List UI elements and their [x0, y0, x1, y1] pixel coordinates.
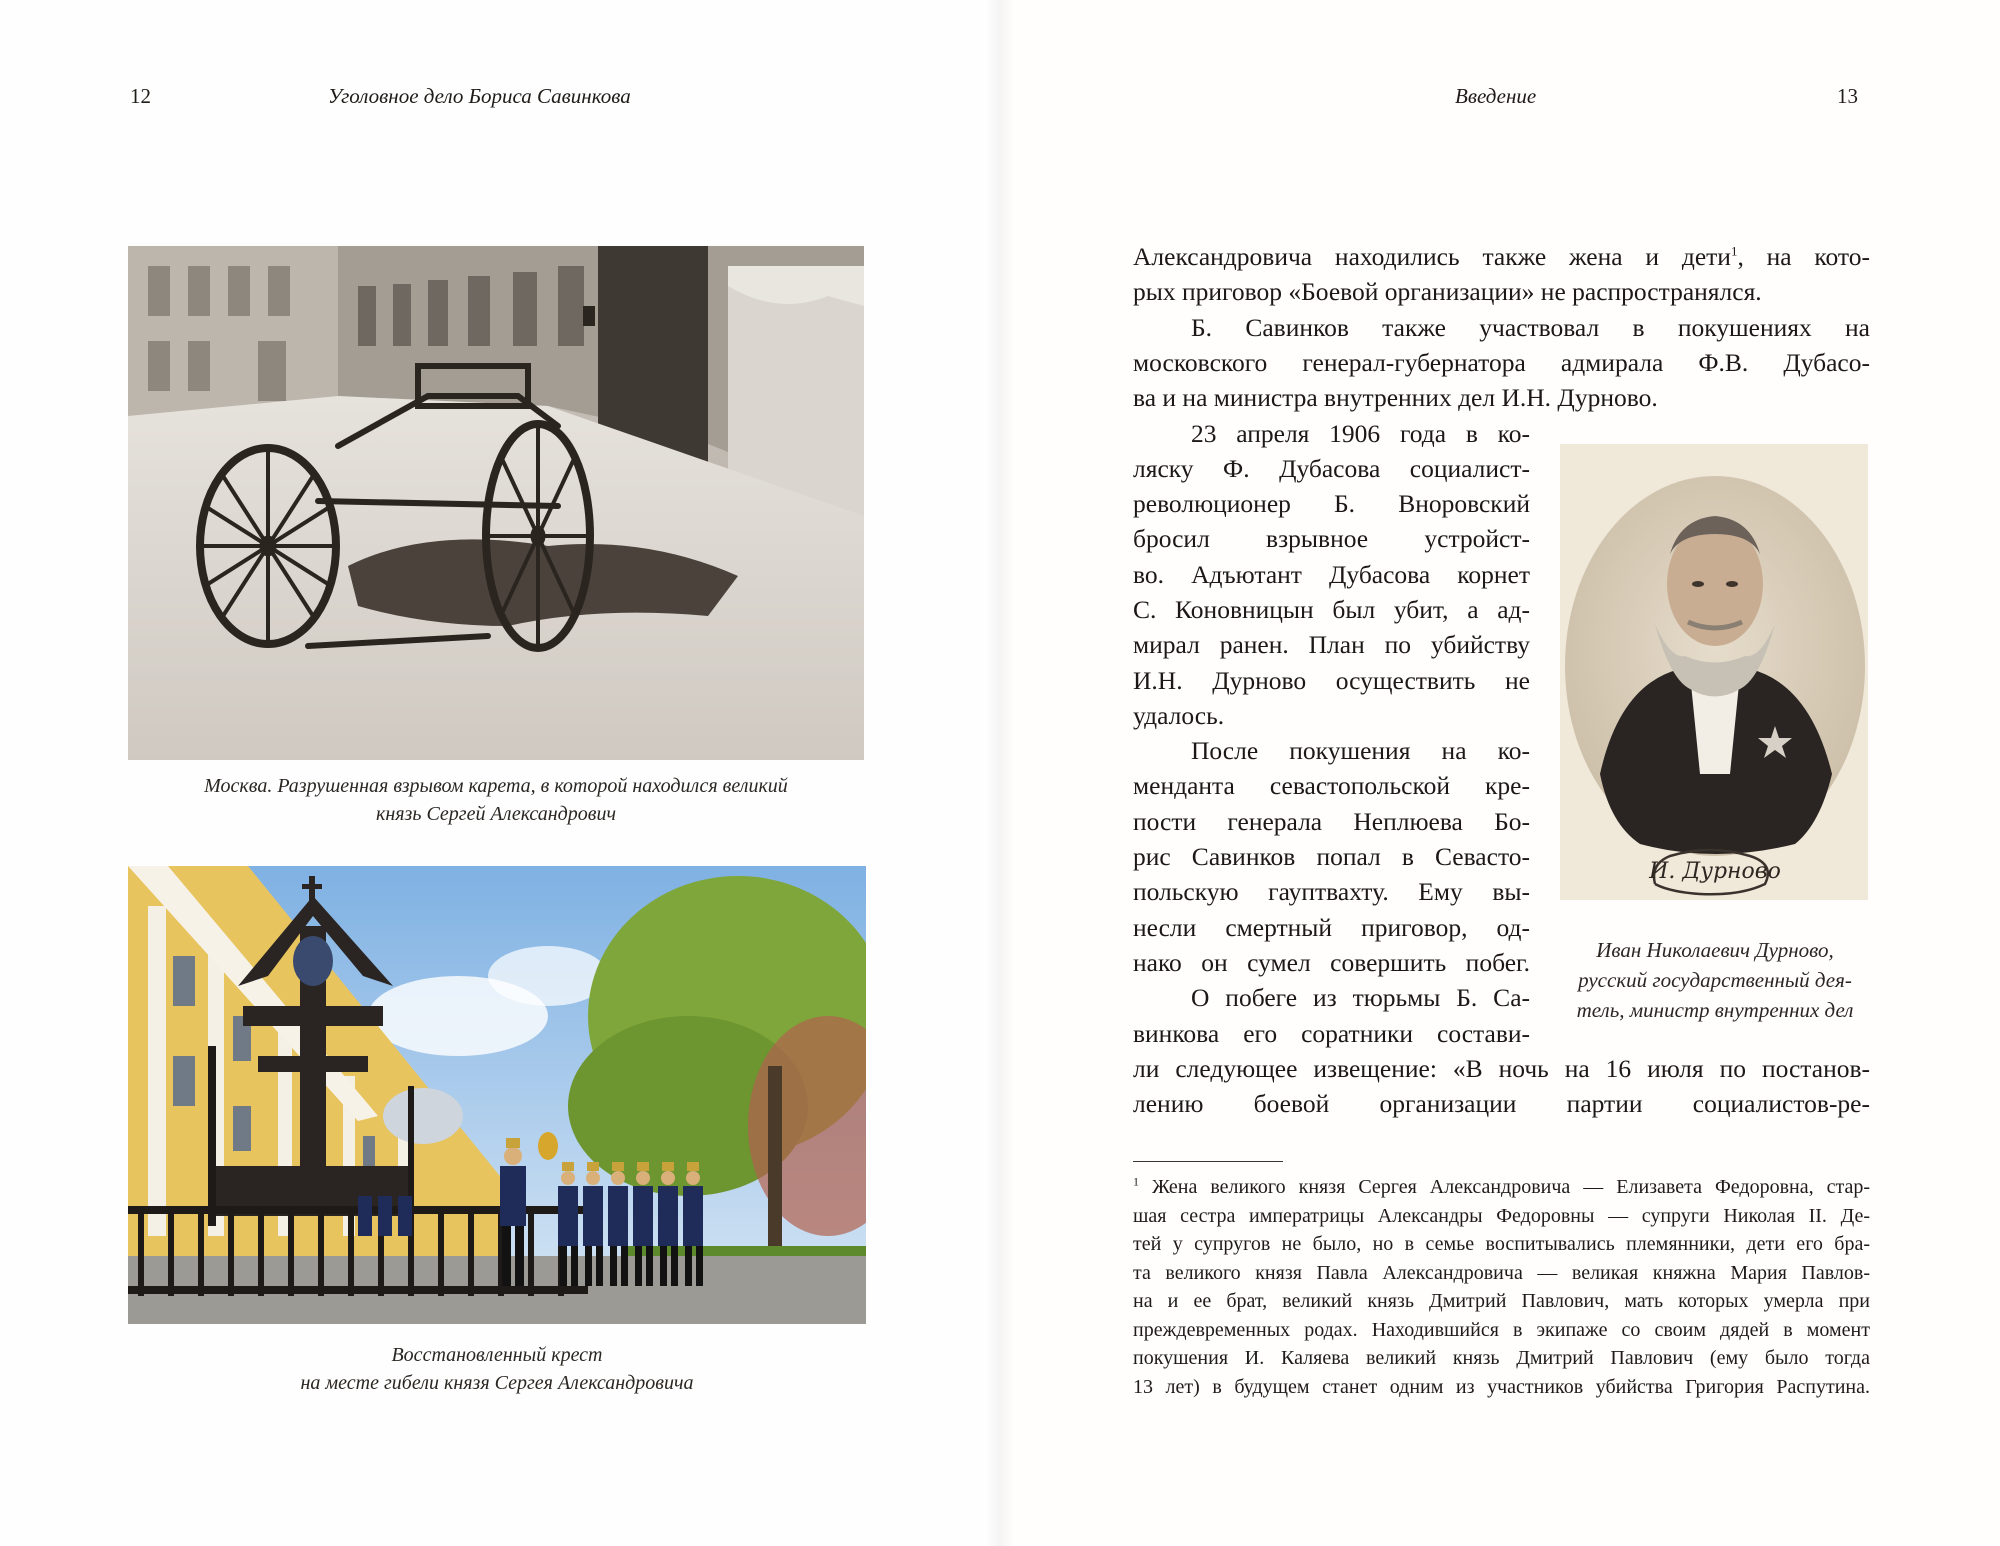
caption-line: русский государственный дея-	[1578, 968, 1852, 992]
footnote-line: на и ее брат, великий князь Дмитрий Павлович, мать которых умерла при	[1133, 1290, 1870, 1312]
text-line: винкова его соратники состави-	[1133, 1018, 1530, 1048]
text-line-part: Александровича находились также жена и дети	[1133, 242, 1731, 271]
cross-photo-caption	[128, 1341, 866, 1397]
portrait-caption	[1550, 935, 1880, 1025]
carriage-photo	[128, 246, 864, 760]
footnote-line: шая сестра императрицы Александры Федоровны — супруги Николая II. Де-	[1133, 1204, 1870, 1227]
caption-line: князь Сергей Александрович	[375, 803, 617, 825]
page-number-left: 12	[130, 84, 151, 108]
text-line: лению боевой организации партии социалистов-ре-	[1133, 1089, 1870, 1119]
durnovo-portrait-image	[1560, 444, 1868, 900]
body-text-column	[1133, 416, 1530, 1051]
text-line: удалось.	[1133, 700, 1225, 730]
caption-line: Иван Николаевич Дурново,	[1596, 938, 1834, 962]
text-line: ли следующее извещение: «В ночь на 16 июля по постанов-	[1133, 1054, 1870, 1083]
text-line	[1133, 239, 1870, 274]
text-line: рис Савинков попал в Севасто-	[1133, 842, 1530, 872]
body-text-bottom	[1133, 1051, 1870, 1122]
text-line: И.Н. Дурново осуществить не	[1133, 665, 1530, 695]
text-line: менданта севастопольской кре-	[1133, 771, 1530, 801]
footnote-line: 13 лет) в будущем станет одним из участников убийства Григория Распутина.	[1133, 1375, 1870, 1398]
running-head-right: Введение	[1455, 84, 1537, 108]
durnovo-portrait	[1560, 444, 1868, 900]
gutter-shadow	[985, 0, 1015, 1546]
cross-photo-image	[128, 866, 866, 1324]
text-line: После покушения на ко-	[1191, 736, 1530, 766]
footnote-mark: 1	[1133, 1174, 1139, 1189]
text-line: С. Коновницын был убит, а ад-	[1133, 594, 1530, 624]
footnote-line-text: Жена великого князя Сергея Александровича — Елизавета Федоровна, стар-	[1139, 1176, 1870, 1198]
text-line: О побеге из тюрьмы Б. Са-	[1191, 983, 1530, 1013]
carriage-photo-image	[128, 246, 864, 760]
footnote-line: покушения И. Каляева великий князь Дмитрий Павлович (ему было тогда	[1133, 1347, 1870, 1369]
text-line: пости генерала Неплюева Бо-	[1133, 806, 1530, 836]
portrait-signature: И. Дурново	[1649, 859, 1781, 884]
text-line: мирал ранен. План по убийству	[1133, 630, 1530, 660]
caption-line: на месте гибели князя Сергея Александровича	[300, 1372, 694, 1394]
text-line-part: , на кото-	[1737, 242, 1870, 271]
page-number-right: 13	[1837, 84, 1858, 108]
text-line: во. Адъютант Дубасова корнет	[1133, 559, 1530, 589]
footnote-line: та великого князя Павла Александровича — великая княжна Мария Павлов-	[1133, 1261, 1870, 1284]
footnote-line: преждевременных родах. Находившийся в экипаже со своим дядей в момент	[1133, 1318, 1870, 1341]
caption-line: тель, министр внутренних дел	[1576, 998, 1854, 1022]
text-line: революционер Б. Вноровский	[1133, 489, 1530, 519]
text-line: 23 апреля 1906 года в ко-	[1191, 418, 1530, 448]
body-text-top	[1133, 239, 1870, 415]
text-line: несли смертный приговор, од-	[1133, 912, 1530, 942]
text-line: нако он сумел совершить побег.	[1133, 947, 1530, 977]
text-line: бросил взрывное устройст-	[1133, 524, 1530, 554]
text-line: Б. Савинков также участвовал в покушениях на	[1191, 312, 1870, 342]
text-line: польскую гауптвахту. Ему вы-	[1133, 877, 1530, 907]
caption-line: Москва. Разрушенная взрывом карета, в которой находился великий	[204, 775, 788, 797]
text-line: рых приговор «Боевой организации» не распространялся.	[1133, 277, 1762, 307]
text-line: московского генерал-губернатора адмирала Ф.В. Дубасо-	[1133, 347, 1870, 377]
footnote	[1133, 1173, 1870, 1401]
footnote-line	[1133, 1173, 1870, 1202]
carriage-photo-caption	[118, 772, 874, 828]
caption-line: Восстановленный крест	[391, 1344, 603, 1366]
text-line: ляску Ф. Дубасова социалист-	[1133, 453, 1530, 483]
text-line: ва и на министра внутренних дел И.Н. Дурново.	[1133, 383, 1658, 413]
footnote-separator	[1133, 1161, 1283, 1162]
cross-photo	[128, 866, 866, 1324]
footnote-ref[interactable]: 1	[1730, 243, 1738, 259]
running-head-left: Уголовное дело Бориса Савинкова	[328, 84, 631, 108]
footnote-line: тей у супругов не было, но в семье воспитывались племянники, дети его бра-	[1133, 1233, 1870, 1255]
